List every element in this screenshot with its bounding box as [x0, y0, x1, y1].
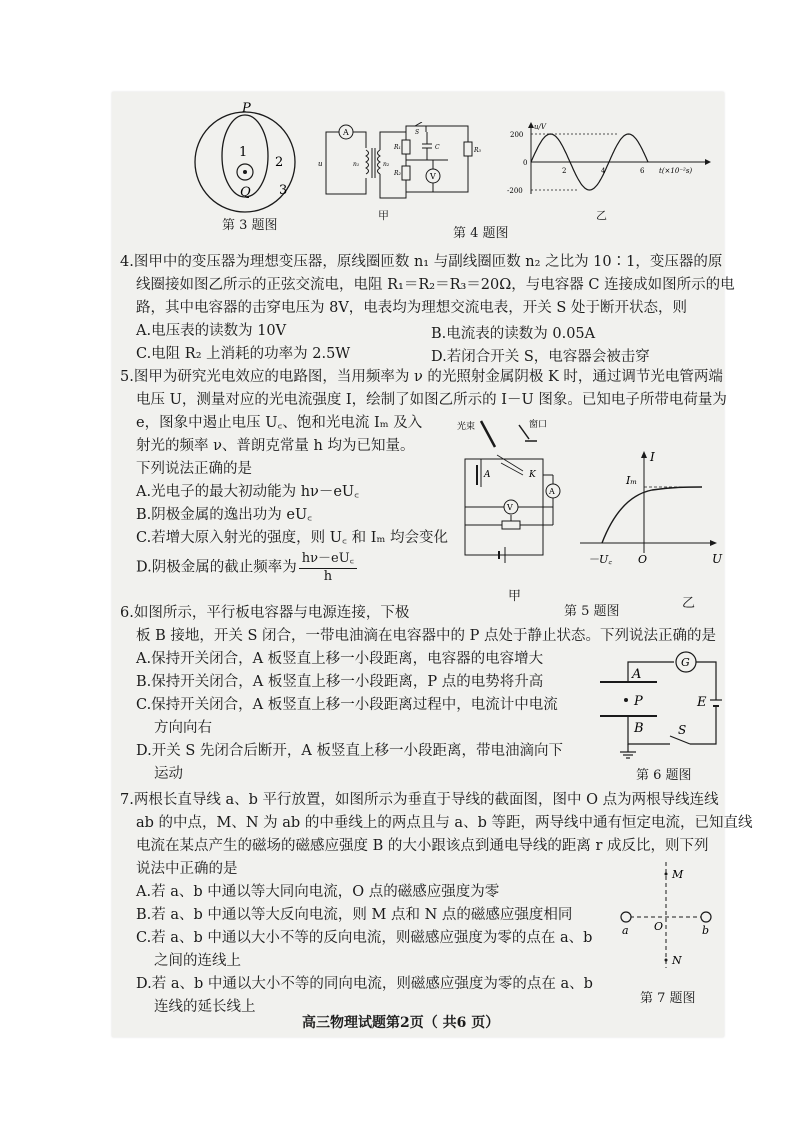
q4-option-c: C.电阻 R₂ 上消耗的功率为 2.5W: [136, 346, 351, 362]
fig3-diagram: [187, 98, 307, 216]
q5-line-2: 电压 U，测量对应的光电流强度 I，绘制了如图乙所示的 I－U 图象。已知电子所带电荷量为: [136, 392, 727, 408]
fig6-label-a: A: [632, 667, 642, 682]
fig5-circuit: [457, 417, 577, 587]
fig7-diagram: [610, 860, 720, 980]
fig4-label-r2: R₂: [394, 170, 401, 177]
fig3-label-p: P: [242, 101, 251, 116]
fig3-label-3: 3: [279, 183, 288, 198]
q5-option-a: A.光电子的最大初动能为 hν－eU꜀: [136, 484, 360, 500]
fig4-sine-chart: [507, 122, 722, 202]
page-footer: 高三物理试题第2页（ 共6 页）: [302, 1015, 500, 1031]
fig4-y-zero: 0: [523, 159, 528, 167]
fig4-xtick-1: 2: [562, 167, 567, 175]
q5-line-5: 下列说法正确的是: [136, 461, 252, 477]
fig3-label-2: 2: [275, 155, 284, 170]
fig4-label-n1: n₁: [353, 161, 360, 168]
q6-option-b: B.保持开关闭合，A 板竖直上移一小段距离，P 点的电势将升高: [136, 674, 544, 690]
fig5-label-origin: O: [638, 553, 648, 566]
fig6-label-b: B: [634, 721, 644, 736]
fig5-sub-yi: 乙: [682, 596, 696, 611]
q4-line-3: 路，其中电容器的击穿电压为 8V，电表均为理想交流电表，开关 S 处于断开状态，则: [136, 300, 687, 316]
q7-line-4: 说法中正确的是: [136, 861, 238, 877]
fig5-label-neg-uc: －U꜀: [588, 553, 613, 566]
fig4-label-ammeter: A: [343, 128, 349, 137]
fig7-label-n: N: [672, 954, 682, 967]
q4-line-1: 4.图甲中的变压器为理想变压器，原线圈匝数 n₁ 与副线圈匝数 n₂ 之比为 10∶1，变压器的原: [120, 254, 723, 270]
q7-line-3: 电流在某点产生的磁场的磁感应强度 B 的大小跟该点到通电导线的距离 r 成反比，则下列: [136, 838, 709, 854]
q5-option-d-fraction: [299, 550, 357, 585]
q5-option-c: C.若增大原入射光的强度，则 U꜀ 和 Iₘ 均会变化: [136, 530, 448, 546]
fig7-label-m: M: [672, 868, 684, 881]
fig6-label-e: E: [697, 695, 707, 710]
fig5-label-im: Iₘ: [626, 474, 638, 487]
fig4-circuit: [318, 122, 488, 202]
fig7-caption: 第 7 题图: [640, 991, 696, 1006]
fig5-label-anode: A: [484, 470, 491, 480]
fig4-label-voltmeter: V: [430, 172, 436, 181]
q4-option-b: B.电流表的读数为 0.05A: [431, 326, 596, 342]
q5-line-1: 5.图甲为研究光电效应的电路图，当用频率为 ν 的光照射金属阴极 K 时，通过调节光电管两端: [120, 369, 723, 385]
fig4-label-c: C: [435, 144, 440, 151]
fig6-label-p: P: [634, 694, 643, 709]
fig4-label-r3: R₃: [474, 147, 481, 154]
q6-option-d-1: D.开关 S 先闭合后断开，A 板竖直上移一小段距离，带电油滴向下: [136, 743, 563, 759]
fig3-label-1: 1: [239, 145, 248, 160]
fig5-label-window: 窗口: [529, 420, 548, 430]
q6-option-c-2: 方向向右: [154, 720, 212, 736]
fig4-y-neg: -200: [507, 187, 523, 195]
fig4-label-r1: R₁: [394, 144, 401, 151]
fig4-label-u: u: [318, 160, 323, 168]
q5-line-4: 射光的频率 ν、普朗克常量 h 均为已知量。: [136, 438, 415, 454]
q6-option-a: A.保持开关闭合，A 板竖直上移一小段距离，电容器的电容增大: [136, 651, 544, 667]
q7-option-c-2: 之间的连线上: [154, 953, 241, 969]
fig3-label-q: Q: [240, 185, 251, 200]
exam-sheet: [112, 92, 753, 1037]
q4-line-2: 线圈接如图乙所示的正弦交流电，电阻 R₁＝R₂＝R₃＝20Ω，与电容器 C 连接成如图所示的电: [136, 277, 735, 293]
fig4-ylabel: u/V: [534, 123, 546, 131]
q6-line-1: 6.如图所示，平行板电容器与电源连接，下极: [120, 605, 410, 621]
fig4-xtick-3: 6: [640, 167, 645, 175]
fig5-iu-chart: [572, 447, 727, 572]
fig7-label-o: O: [654, 920, 664, 933]
fig5-label-ammeter: A: [549, 487, 555, 496]
fig4-xlabel: t(×10⁻²s): [659, 167, 693, 175]
q5-option-d-prefix: D.阴极金属的截止频率为: [136, 559, 297, 576]
q5-option-d: [136, 550, 357, 585]
q6-line-2: 板 B 接地，开关 S 闭合，一带电油滴在电容器中的 P 点处于静止状态。下列说法正确的是: [136, 628, 716, 644]
q7-option-a: A.若 a、b 中通以等大同向电流，O 点的磁感应强度为零: [136, 884, 500, 900]
fig4-label-n2: n₂: [383, 161, 390, 168]
q7-option-c-1: C.若 a、b 中通以大小不等的反向电流，则磁感应强度为零的点在 a、b: [136, 930, 593, 946]
fig5-iu-curve: [602, 487, 702, 543]
fig7-label-b: b: [702, 924, 710, 937]
q7-option-d-1: D.若 a、b 中通以大小不等的同向电流，则磁感应强度为零的点在 a、b: [136, 976, 593, 992]
fig5-label-light: 光束: [457, 422, 476, 432]
fig3-caption: 第 3 题图: [222, 218, 278, 233]
fig5-caption: 第 5 题图: [564, 604, 620, 619]
fig5-sub-jia: 甲: [508, 589, 522, 604]
q7-line-1: 7.两根长直导线 a、b 平行放置，如图所示为垂直于导线的截面图，图中 O 点为两根导线连线: [120, 792, 719, 808]
fig4-sub-jia: 甲: [378, 209, 389, 222]
fig4-xtick-2: 4: [601, 167, 606, 175]
q4-option-d: D.若闭合开关 S，电容器会被击穿: [431, 349, 650, 365]
q6-option-d-2: 运动: [154, 766, 183, 782]
q7-option-b: B.若 a、b 中通以等大反向电流，则 M 点和 N 点的磁感应强度相同: [136, 907, 573, 923]
fig6-label-g: G: [681, 656, 690, 669]
fig5-label-cathode: K: [529, 470, 536, 480]
fig5-label-i: I: [650, 450, 655, 464]
fig4-sub-yi: 乙: [596, 209, 607, 222]
fig7-label-a: a: [622, 924, 629, 937]
fig4-y-pos: 200: [510, 131, 524, 139]
fig6-label-s: S: [678, 723, 687, 737]
fig4-label-s: S: [415, 129, 420, 136]
q6-option-c-1: C.保持开关闭合，A 板竖直上移一小段距离过程中，电流计中电流: [136, 697, 558, 713]
fig6-circuit: [582, 644, 722, 764]
q5-line-3: e，图象中遏止电压 U꜀、饱和光电流 Iₘ 及入: [136, 415, 423, 431]
fig5-label-voltmeter: V: [507, 503, 513, 512]
q5-option-d-denominator: h: [323, 569, 333, 584]
q5-option-b: B.阴极金属的逸出功为 eU꜀: [136, 507, 313, 523]
q7-option-d-2: 连线的延长线上: [154, 999, 256, 1015]
q4-option-a: A.电压表的读数为 10V: [136, 323, 287, 339]
q5-option-d-numerator: hν－eU꜀: [299, 550, 357, 569]
q7-line-2: ab 的中点，M、N 为 ab 的中垂线上的两点且与 a、b 等距，两导线中通有恒定电流，已知直线: [136, 815, 753, 831]
fig6-caption: 第 6 题图: [636, 768, 692, 783]
fig5-label-u: U: [712, 552, 723, 566]
fig4-caption: 第 4 题图: [453, 226, 509, 241]
